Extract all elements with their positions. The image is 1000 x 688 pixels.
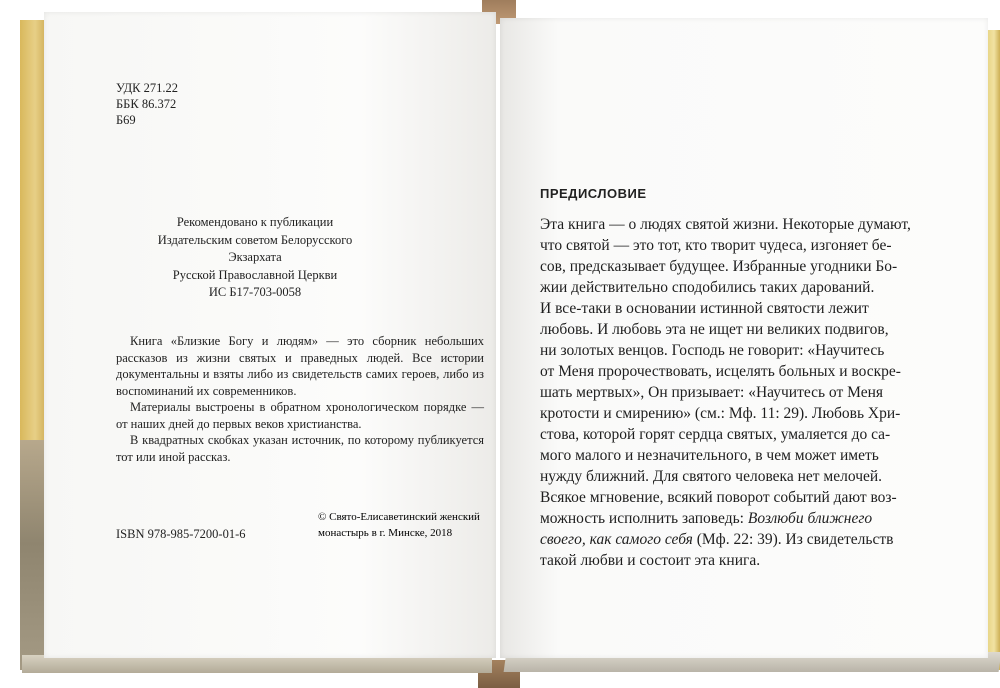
text-line: сов, предсказывает будущее. Избранные угодники Бо-	[540, 258, 898, 275]
bbk-code: ББК 86.372	[116, 97, 177, 111]
catalog-codes	[116, 80, 178, 128]
annotation-paragraph: Книга «Близкие Богу и людям» — это сборник небольших рассказов из жизни святых и праведных людей. Все истории документальны и взяты либо из свидетельств самих героев, либо из воспоминаний их современников.	[116, 334, 484, 398]
scripture-quote-italic: своего, как самого себя	[540, 531, 693, 548]
text-line: жии действительно сподобились таких дарований.	[540, 279, 875, 296]
copyright-line: © Свято-Елисаветинский женский	[318, 511, 480, 523]
preface-text	[540, 214, 912, 571]
annotation-paragraph: Материалы выстроены в обратном хронологическом порядке — от наших дней до первых веков христианства.	[116, 400, 484, 431]
recommendation-block	[130, 214, 380, 302]
text-line: Всякое мгновение, всякий поворот событий дают воз-	[540, 489, 897, 506]
isbn: ISBN 978-985-7200-01-6	[116, 527, 246, 541]
text-line: кротости и смирению» (см.: Мф. 11: 29). Любовь Хри-	[540, 405, 901, 422]
section-heading: ПРЕДИСЛОВИЕ	[540, 186, 647, 201]
annotation-block	[116, 333, 484, 465]
text-line: Эта книга — о людях святой жизни. Некоторые думают,	[540, 216, 911, 233]
text-fragment: можность исполнить заповедь:	[540, 510, 744, 527]
recommend-line: Рекомендовано к публикации	[176, 215, 334, 229]
text-line-with-quote	[540, 508, 912, 529]
text-line: И все-таки в основании истинной святости лежит	[540, 300, 869, 317]
copyright-line: монастырь в г. Минске, 2018	[318, 527, 453, 539]
text-line: мого малого и незначительного, в чем может иметь	[540, 447, 879, 464]
recommend-line: Издательским советом Белорусского Экзархата	[157, 232, 353, 264]
text-fragment: (Мф. 22: 39). Из свидетельств	[692, 531, 894, 548]
recommend-line: Русской Православной Церкви	[172, 267, 338, 282]
author-mark: Б69	[116, 113, 136, 127]
text-line: нужду ближний. Для святого человека нет мелочей.	[540, 468, 883, 485]
text-line: любовь. И любовь эта не ищет ни великих подвигов,	[540, 321, 889, 338]
text-line: стова, которой горят сердца святых, умаляется до са-	[540, 426, 891, 443]
text-line: такой любви и состоит эта книга.	[540, 552, 761, 569]
text-line: от Меня пророчествовать, исцелять больных и воскре-	[540, 363, 901, 380]
recommend-number: ИС Б17-703-0058	[208, 285, 302, 299]
text-line: шать мертвых», Он призывает: «Научитесь от Меня	[540, 384, 884, 401]
annotation-paragraph: В квадратных скобках указан источник, по которому публикуется тот или иной рассказ.	[116, 433, 484, 464]
text-line-with-quote	[540, 529, 912, 550]
text-line: ни золотых венцов. Господь не говорит: «Научитесь	[540, 342, 885, 359]
copyright-notice	[318, 509, 488, 541]
scripture-quote-italic: Возлюби ближнего	[747, 510, 873, 527]
udc-code: УДК 271.22	[116, 81, 178, 95]
text-line: что святой — это тот, кто творит чудеса, изгоняет бе-	[540, 237, 892, 254]
